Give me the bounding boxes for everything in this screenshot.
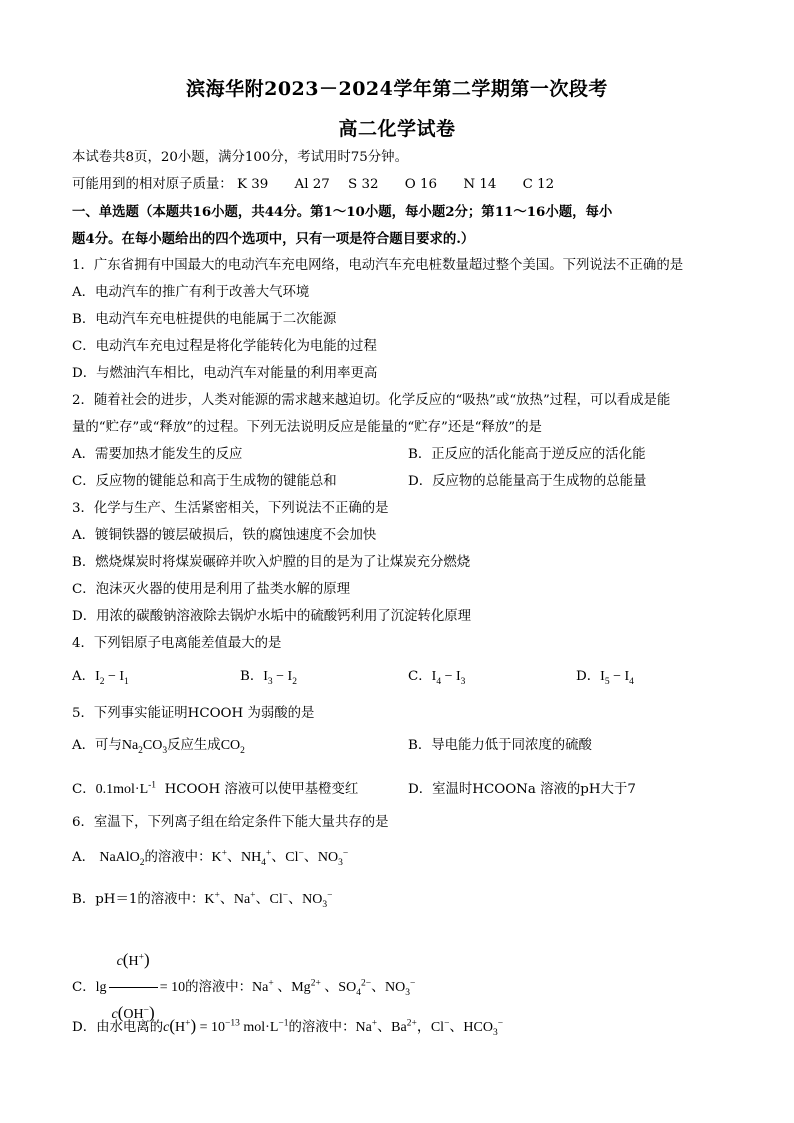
- atomic-mass-al: Al 27: [294, 177, 330, 192]
- q3-option-a: A．镀铜铁器的镀层破损后，铁的腐蚀速度不会加快: [72, 528, 377, 543]
- q4-option-d-label: D．: [576, 669, 601, 684]
- q2-option-c: C．反应物的键能总和高于生成物的键能总和: [72, 474, 337, 489]
- q2-stem-line1: 2．随着社会的进步，人类对能源的需求越来越迫切。化学反应的“吸热”或“放热”过程，可以看成是能: [72, 393, 671, 408]
- q4-option-a-label: A．: [72, 669, 96, 684]
- q6-option-b: B．pH＝1的溶液中：K+、Na+、Cl−、$NO_3^-$: [72, 890, 333, 910]
- q2-option-b: B．正反应的活化能高于逆反应的活化能: [408, 447, 646, 462]
- q4-option-d-expr: $I_5 - I_4$: [600, 669, 634, 687]
- q4-option-a: [72, 668, 129, 686]
- q1-option-a: A．电动汽车的推广有利于改善大气环境: [72, 285, 310, 300]
- q2-stem-line2: 量的“贮存”或“释放”的过程。下列无法说明反应是能量的“贮存”还是“释放”的是: [72, 420, 542, 435]
- q4-stem: 4．下列铝原子电离能差值最大的是: [72, 636, 282, 651]
- q4-option-c-expr: $I_4 - I_3$: [431, 669, 466, 687]
- q5-option-d: D．室温时HCOONa 溶液的pH大于7: [408, 782, 636, 797]
- exam-title: 滨海华附2023－2024学年第二学期第一次段考: [186, 78, 608, 100]
- q5-stem: 5．下列事实能证明HCOOH 为弱酸的是: [72, 706, 315, 721]
- q3-stem: 3．化学与生产、生活紧密相关，下列说法不正确的是: [72, 501, 389, 516]
- exam-subtitle: 高二化学试卷: [338, 118, 456, 140]
- section-heading-line1: 一、单选题（本题共16小题，共44分。第1～10小题，每小题2分；第11～16小题，每小: [72, 204, 613, 220]
- atomic-mass-c: C 12: [522, 177, 555, 192]
- atomic-mass-label: 可能用到的相对原子质量：: [72, 177, 233, 192]
- q6-c-fraction: $\frac{c(H^+)}{c(OH^-)}$: [109, 936, 158, 1039]
- atomic-mass-line: [72, 176, 554, 194]
- q3-option-c: C．泡沫灭火器的使用是利用了盐类水解的原理: [72, 582, 351, 597]
- exam-info: 本试卷共8页，20小题，满分100分，考试用时75分钟。: [72, 150, 408, 165]
- q2-option-a: A．需要加热才能发生的反应: [72, 447, 243, 462]
- q5-option-c: C．$0.1mol\cdot L^{-1}$ HCOOH 溶液可以使甲基橙变红: [72, 780, 359, 797]
- q4-option-d: [576, 668, 634, 686]
- q1-stem: 1．广东省拥有中国最大的电动汽车充电网络，电动汽车充电桩数量超过整个美国。下列说法不正确的是: [72, 258, 684, 273]
- q1-option-b: B．电动汽车充电桩提供的电能属于二次能源: [72, 312, 337, 327]
- q6-option-c: C．lg $\frac{c(H^+)}{c(OH^-)}$ = 10的溶液中：Na+ 、$Mg^{2+}$ 、$SO_4^{2-}$、$NO_3^-$: [72, 936, 415, 1039]
- q5-option-a: A．可与$Na_2CO_3$反应生成$CO_2$: [72, 738, 245, 756]
- q4-option-b-label: B．: [240, 669, 264, 684]
- q4-option-b: [240, 668, 297, 686]
- atomic-mass-k: K 39: [236, 177, 269, 192]
- q1-option-c: C．电动汽车充电过程是将化学能转化为电能的过程: [72, 339, 377, 354]
- q4-option-c: [408, 668, 465, 686]
- q2-option-d: D．反应物的总能量高于生成物的总能量: [408, 474, 647, 489]
- q6-option-a: A． NaAlO$_2$的溶液中：K+、$NH_4^+$、Cl−、$NO_3^-$: [72, 848, 349, 868]
- q4-option-b-expr: $I_3 - I_2$: [263, 669, 297, 687]
- atomic-mass-n: N 14: [463, 177, 497, 192]
- q4-option-c-label: C．: [408, 669, 432, 684]
- section-heading-line2: 题4分。在每小题给出的四个选项中，只有一项是符合题目要求的.）: [72, 231, 475, 247]
- q3-option-b: B．燃烧煤炭时将煤炭碾碎并吹入炉膛的目的是为了让煤炭充分燃烧: [72, 555, 471, 570]
- q6-option-d: D．由水电离的$c(H^+) = 10^{-13}$ $mol\cdot L^{-1}$的溶液中：Na+、$Ba^{2+}$，Cl−、$HCO_3^-$: [72, 1016, 504, 1038]
- atomic-mass-o: O 16: [404, 177, 438, 192]
- q4-option-a-expr: $I_2 - I_1$: [95, 669, 129, 687]
- q5-option-b: B．导电能力低于同浓度的硫酸: [408, 738, 592, 753]
- q3-option-d: D．用浓的碳酸钠溶液除去锅炉水垢中的硫酸钙利用了沉淀转化原理: [72, 609, 472, 624]
- atomic-mass-s: S 32: [348, 177, 379, 192]
- q1-option-d: D．与燃油汽车相比，电动汽车对能量的利用率更高: [72, 366, 378, 381]
- q6-stem: 6．室温下，下列离子组在给定条件下能大量共存的是: [72, 815, 389, 830]
